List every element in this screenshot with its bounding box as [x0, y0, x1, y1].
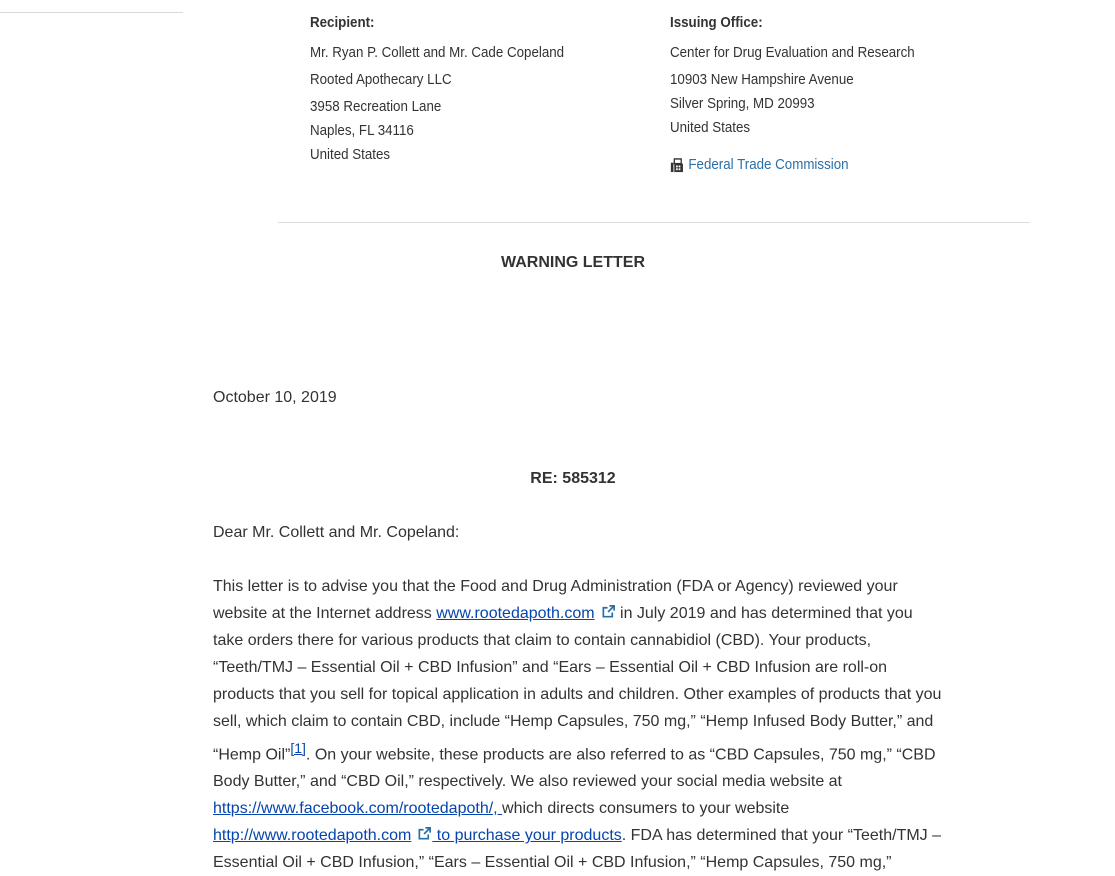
issuing-office-label: Issuing Office: [670, 15, 763, 31]
external-link-icon[interactable] [601, 604, 616, 619]
para-text-1: This letter is to advise you that the Food and Drug Administration (FDA or Agency) reviewed your website at the Internet address [213, 578, 898, 622]
para-text-4: which directs consumers to your website [502, 800, 790, 818]
footnote-link[interactable]: [1] [290, 740, 306, 756]
external-link-icon [417, 826, 432, 841]
issuing-office-city: Silver Spring, MD 20993 [670, 96, 815, 112]
ftc-link[interactable]: Federal Trade Commission [688, 157, 849, 173]
para-text-3: . On your website, these products are also referred to as “CBD Capsules, 750 mg,” “CBD Body Butter,” and “CBD Oil,” respectively. We also reviewed your social media website at [213, 746, 936, 791]
facebook-link[interactable]: https://www.facebook.com/rootedapoth/, [213, 800, 503, 818]
recipient-block [310, 14, 564, 167]
recipient-country: United States [310, 147, 391, 163]
website-link-2[interactable] [213, 827, 622, 844]
letter-greeting: Dear Mr. Collett and Mr. Copeland: [213, 524, 460, 541]
para-text-5: . FDA has determined that your “Teeth/TMJ – Essential Oil + CBD Infusion,” “Ears – Essential Oil + CBD Infusion,” “Hemp Capsules, 750 mg,” [213, 827, 942, 872]
top-rule [0, 12, 183, 13]
recipient-city: Naples, FL 34116 [310, 123, 414, 139]
letter-title: WARNING LETTER [501, 254, 645, 271]
issuing-office-name: Center for Drug Evaluation and Research [670, 45, 915, 61]
letter-date: October 10, 2019 [213, 389, 337, 406]
section-divider [278, 222, 1030, 223]
fax-icon [670, 158, 684, 173]
issuing-office-block [670, 14, 915, 175]
website-link-2-text: http://www.rootedapoth.com [213, 827, 412, 845]
letter-reference: RE: 585312 [530, 470, 616, 487]
recipient-label: Recipient: [310, 15, 375, 31]
issuing-office-street: 10903 New Hampshire Avenue [670, 72, 854, 88]
recipient-street: 3958 Recreation Lane [310, 99, 442, 115]
issuing-office-country: United States [670, 120, 751, 136]
letter-paragraph [213, 573, 943, 876]
recipient-names: Mr. Ryan P. Collett and Mr. Cade Copeland [310, 45, 565, 61]
para-text-2: in July 2019 and has determined that you take orders there for various products that claim to contain cannabidiol (CBD). Your products, “Teeth/TMJ – Essential Oil + CBD Infusion” and “Ears – Essential Oil + CBD Infusion are roll-on products that you sell for topical application in adults and children. Other examples of products that you sell, which claim to contain CBD, include “Hemp Capsules, 750 mg,” “Hemp Infused Body Butter,” and “Hemp Oil” [213, 605, 942, 764]
ftc-row [670, 155, 915, 175]
website-link-2-suffix: to purchase your products [432, 827, 622, 845]
website-link[interactable]: www.rootedapoth.com [436, 605, 595, 622]
recipient-company: Rooted Apothecary LLC [310, 72, 452, 88]
